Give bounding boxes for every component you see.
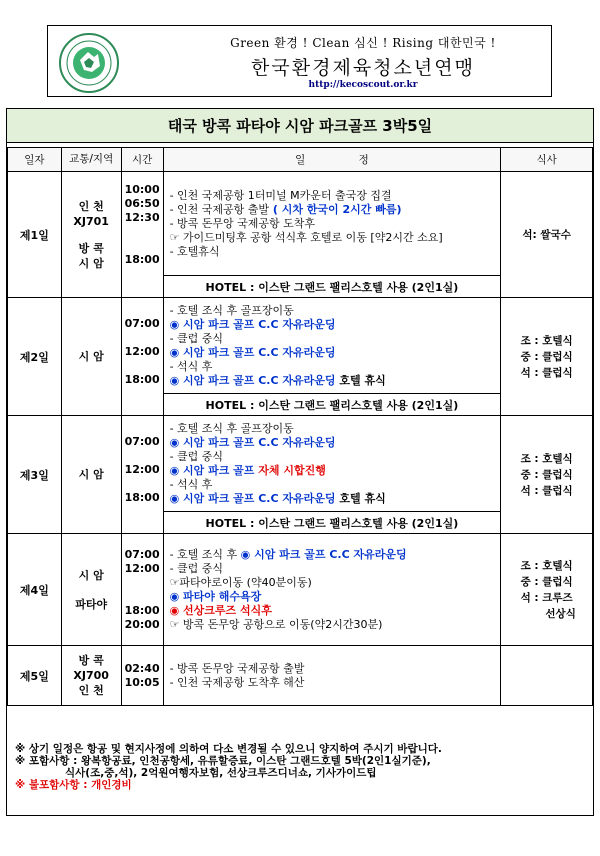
schedule-table xyxy=(7,147,593,706)
transport-line: XJ701 xyxy=(73,214,109,228)
plan-line: ◉ 시암 파크 골프 C.C 자유라운딩 호텔 휴식 xyxy=(169,491,386,505)
time-value: 18:00 xyxy=(124,490,160,504)
table-row xyxy=(8,646,593,706)
org-url[interactable]: http://kecoscout.or.kr xyxy=(308,80,418,90)
notes-section xyxy=(15,743,589,791)
hotel-info: HOTEL : 이스탄 그랜드 팰리스호텔 사용 (2인1실) xyxy=(163,276,501,298)
time-value: 12:00 xyxy=(124,561,160,575)
meal-cell xyxy=(501,646,593,706)
time-value: 20:00 xyxy=(124,617,160,631)
meal-line: 석 : 클럽식 xyxy=(520,366,573,379)
note-line: ※ 포함사항 : 왕복항공료, 인천공항세, 유류할증료, 이스탄 그랜드호텔 5박(2인1실기준), xyxy=(15,755,431,767)
time-value: 07:00 xyxy=(124,316,160,330)
table-row xyxy=(8,534,593,646)
transport-cell: 시 암 xyxy=(61,416,121,534)
meal-line: 조 : 호텔식 xyxy=(520,334,573,347)
meal-line: 석 : 크루즈 xyxy=(520,591,573,604)
time-value: 10:00 xyxy=(124,182,160,196)
time-cell xyxy=(121,416,163,534)
plan-line: - 클럽 중식 xyxy=(169,561,224,575)
org-name: 한국환경제육청소년연맹 xyxy=(251,57,475,79)
day-label: 제4일 xyxy=(8,534,62,646)
note-line-excluded: ※ 불포함사항 : 개인경비 xyxy=(15,779,132,791)
time-value: 18:00 xyxy=(124,252,160,266)
table-row xyxy=(8,298,593,394)
table-row xyxy=(8,416,593,512)
plan-cell xyxy=(163,416,501,512)
meal-line: 조 : 호텔식 xyxy=(520,559,573,572)
plan-line: - 인천 국제공항 도착후 해산 xyxy=(169,675,305,689)
col-header-day: 일자 xyxy=(8,148,62,172)
meal-line: 중 : 클럽식 xyxy=(520,350,573,363)
meal-cell xyxy=(501,298,593,416)
plan-line: - 호텔 조식 후 ◉ 시암 파크 골프 C.C 자유라운딩 xyxy=(169,547,407,561)
col-header-plan: 일 정 xyxy=(163,148,501,172)
plan-line: ☞ 가이드미팅후 공항 석식후 호텔로 이동 [약2시간 소요] xyxy=(169,230,443,244)
plan-cell xyxy=(163,172,501,276)
plan-line: ☞파타야로이동 (약40분이동) xyxy=(169,575,312,589)
itinerary-box xyxy=(6,108,594,816)
time-value: 12:00 xyxy=(124,344,160,358)
transport-line: 인 천 xyxy=(78,684,104,697)
plan-line: - 방콕 돈무앙 국제공항 도착후 xyxy=(169,216,316,230)
transport-cell xyxy=(61,534,121,646)
plan-line: - 방콕 돈무앙 국제공항 출발 xyxy=(169,661,305,675)
plan-line: ◉ 선상크루즈 석식후 xyxy=(169,603,272,617)
slogan: Green 환경 ! Clean 심신 ! Rising 대한민국 ! xyxy=(230,36,496,50)
time-value: 02:40 xyxy=(124,661,160,675)
time-value: 12:30 xyxy=(124,210,160,224)
plan-line: - 호텔 조식 후 골프장이동 xyxy=(169,421,294,435)
plan-line: ☞ 방콕 돈무앙 공항으로 이동(약2시간30분) xyxy=(169,617,383,631)
transport-cell xyxy=(61,172,121,298)
meal-line: 중 : 클럽식 xyxy=(520,468,573,481)
time-value: 18:00 xyxy=(124,372,160,386)
hotel-info: HOTEL : 이스탄 그랜드 팰리스호텔 사용 (2인1실) xyxy=(163,394,501,416)
transport-line: 시 암 xyxy=(78,256,104,270)
meal-cell xyxy=(501,172,593,298)
plan-line: - 호텔 조식 후 골프장이동 xyxy=(169,303,294,317)
plan-cell xyxy=(163,298,501,394)
time-value: 07:00 xyxy=(124,434,160,448)
note-line: 식사(조,중,석), 2억원여행자보험, 선상크루즈디너쇼, 기사가이드팁 xyxy=(65,767,377,779)
transport-line: 시 암 xyxy=(78,568,104,582)
plan-line: - 인천 국제공항 1터미널 M카운터 출국장 집결 xyxy=(169,188,392,202)
time-value: 10:05 xyxy=(124,675,160,689)
page-title: 태국 방콕 파타야 시암 파크골프 3박5일 xyxy=(7,109,593,143)
federation-logo-icon xyxy=(58,32,120,94)
meal-cell xyxy=(501,416,593,534)
col-header-meal: 식사 xyxy=(501,148,593,172)
meal-line: 선상식 xyxy=(545,607,576,620)
day-label: 제3일 xyxy=(8,416,62,534)
plan-line: - 석식 후 xyxy=(169,477,213,491)
plan-line: - 호텔휴식 xyxy=(169,244,220,258)
plan-cell xyxy=(163,534,501,646)
transport-line: XJ700 xyxy=(73,669,109,682)
plan-line: ◉ 시암 파크 골프 자체 시합진행 xyxy=(169,463,326,477)
plan-line: - 석식 후 xyxy=(169,359,213,373)
day-label: 제5일 xyxy=(8,646,62,706)
day-label: 제1일 xyxy=(8,172,62,298)
day-label: 제2일 xyxy=(8,298,62,416)
time-cell xyxy=(121,646,163,706)
plan-line: ◉ 시암 파크 골프 C.C 자유라운딩 호텔 휴식 xyxy=(169,373,386,387)
table-row xyxy=(8,172,593,276)
transport-cell: 시 암 xyxy=(61,298,121,416)
plan-line: - 클럽 중식 xyxy=(169,331,224,345)
meal-line: 조 : 호텔식 xyxy=(520,452,573,465)
transport-line: 파타야 xyxy=(75,597,108,611)
time-cell xyxy=(121,298,163,416)
time-value: 07:00 xyxy=(124,547,160,561)
plan-line: ◉ 시암 파크 골프 C.C 자유라운딩 xyxy=(169,435,336,449)
hotel-info: HOTEL : 이스탄 그랜드 팰리스호텔 사용 (2인1실) xyxy=(163,512,501,534)
plan-line: - 인천 국제공항 출발 ( 시차 한국이 2시간 빠름) xyxy=(169,202,402,216)
plan-line: ◉ 파타야 해수욕장 xyxy=(169,589,262,603)
time-value: 06:50 xyxy=(124,196,160,210)
meal-line: 석: 쌀국수 xyxy=(522,228,571,241)
transport-line: 인 천 xyxy=(78,199,104,213)
org-header xyxy=(47,25,552,97)
meal-cell xyxy=(501,534,593,646)
time-value: 18:00 xyxy=(124,603,160,617)
transport-cell xyxy=(61,646,121,706)
transport-line: 방 콕 xyxy=(78,241,104,255)
time-value: 12:00 xyxy=(124,462,160,476)
time-cell xyxy=(121,534,163,646)
transport-line: 방 콕 xyxy=(78,654,104,667)
meal-line: 중 : 클럽식 xyxy=(520,575,573,588)
note-line: ※ 상기 일정은 항공 및 현지사정에 의하여 다소 변경될 수 있으니 양지하여 주시기 바랍니다. xyxy=(15,743,442,755)
col-header-time: 시간 xyxy=(121,148,163,172)
plan-line: ◉ 시암 파크 골프 C.C 자유라운딩 xyxy=(169,345,336,359)
plan-line: - 클럽 중식 xyxy=(169,449,224,463)
plan-cell xyxy=(163,646,501,706)
time-cell xyxy=(121,172,163,298)
plan-line: ◉ 시암 파크 골프 C.C 자유라운딩 xyxy=(169,317,336,331)
meal-line: 석 : 클럽식 xyxy=(520,484,573,497)
col-header-transport: 교통/지역 xyxy=(61,148,121,172)
table-header-row xyxy=(8,148,593,172)
